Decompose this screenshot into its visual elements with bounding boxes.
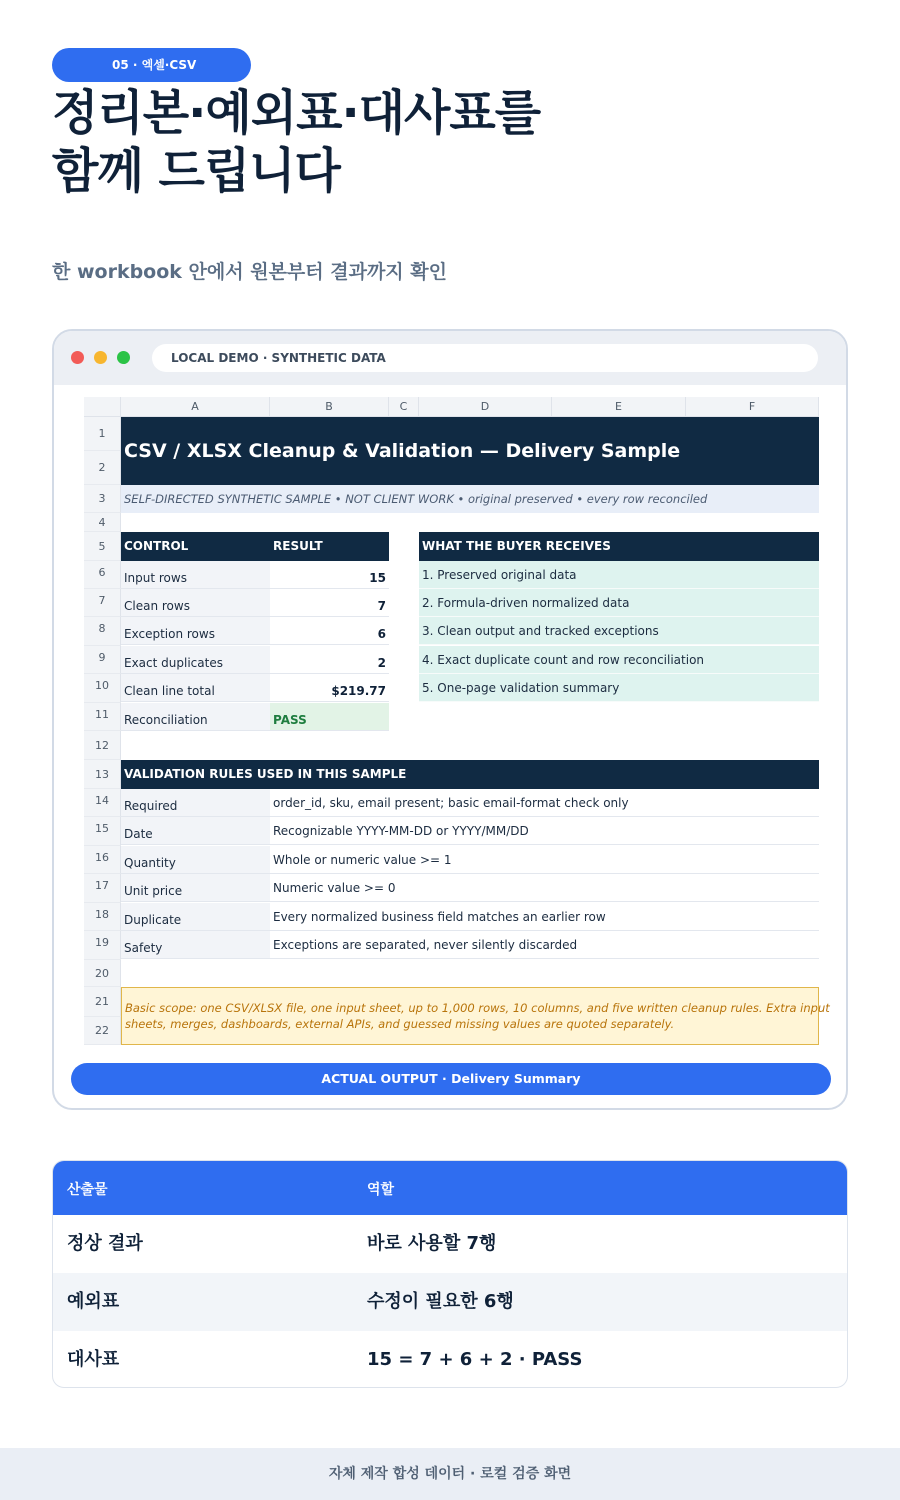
deliverables-table [52, 1160, 848, 1388]
page-subtitle: 한 workbook 안에서 원본부터 결과까지 확인 [52, 261, 447, 283]
column-header-d[interactable]: D [419, 397, 552, 417]
row-header[interactable]: 3 [84, 485, 121, 513]
row-header[interactable]: 14 [84, 789, 121, 817]
control-label-cell[interactable]: Reconciliation [121, 703, 270, 731]
scope-note-line-1: Basic scope: one CSV/XLSX file, one input sheet, up to 1,000 rows, 10 columns, and five written cleanup rules. Extra input [125, 1001, 830, 1015]
control-value-cell[interactable]: 15 [270, 561, 389, 589]
control-value-cell[interactable]: 7 [270, 589, 389, 617]
column-header-role: 역할 [367, 1182, 395, 1198]
sheet-subtitle-cell[interactable]: SELF-DIRECTED SYNTHETIC SAMPLE • NOT CLIENT WORK • original preserved • every row reconciled [121, 485, 819, 513]
spreadsheet [84, 397, 830, 1047]
row-header[interactable]: 7 [84, 589, 121, 617]
buyer-item-cell[interactable]: 2. Formula-driven normalized data [419, 589, 819, 617]
row-header[interactable]: 11 [84, 703, 121, 731]
select-all-corner[interactable] [84, 397, 121, 417]
row-header[interactable]: 21 [84, 987, 121, 1017]
row-header[interactable]: 5 [84, 532, 121, 561]
page-title [52, 84, 540, 200]
rule-text-cell[interactable]: Recognizable YYYY-MM-DD or YYYY/MM/DD [270, 817, 819, 845]
row-header[interactable]: 19 [84, 931, 121, 960]
deliverable-cell: 대사표 [67, 1349, 120, 1370]
section-tag: 05 · 엑셀·CSV [52, 48, 251, 82]
deliverable-cell: 정상 결과 [67, 1233, 143, 1254]
actual-output-label: ACTUAL OUTPUT · Delivery Summary [71, 1063, 831, 1095]
deliverable-cell: 예외표 [67, 1291, 120, 1312]
result-header-cell[interactable]: RESULT [270, 532, 389, 561]
row-header[interactable]: 17 [84, 874, 121, 903]
minimize-window-icon[interactable] [94, 351, 107, 364]
control-label-cell[interactable]: Exception rows [121, 617, 270, 645]
buyer-item-cell[interactable]: 4. Exact duplicate count and row reconciliation [419, 646, 819, 674]
buyer-item-cell[interactable]: 5. One-page validation summary [419, 674, 819, 702]
table-header-row [53, 1161, 847, 1215]
table-row [53, 1331, 847, 1388]
column-header-b[interactable]: B [270, 397, 389, 417]
row-header[interactable]: 2 [84, 451, 121, 485]
rule-text-cell[interactable]: Exceptions are separated, never silently discarded [270, 931, 819, 959]
row-header[interactable]: 16 [84, 846, 121, 874]
table-row [53, 1273, 847, 1331]
row-header[interactable]: 10 [84, 674, 121, 703]
row-header[interactable]: 22 [84, 1017, 121, 1045]
page-title-line-2: 함께 드립니다 [52, 143, 340, 199]
window-titlebar [54, 331, 846, 385]
control-label-cell[interactable]: Clean rows [121, 589, 270, 617]
role-cell: 15 = 7 + 6 + 2 · PASS [367, 1349, 583, 1370]
row-header[interactable]: 4 [84, 513, 121, 532]
table-row [53, 1215, 847, 1273]
buyer-item-cell[interactable]: 3. Clean output and tracked exceptions [419, 617, 819, 645]
buyer-receives-header-cell[interactable]: WHAT THE BUYER RECEIVES [419, 532, 819, 561]
scope-note-cell[interactable] [121, 987, 830, 1045]
control-label-cell[interactable]: Exact duplicates [121, 646, 270, 674]
role-cell: 바로 사용할 7행 [367, 1233, 497, 1254]
column-header-a[interactable]: A [121, 397, 270, 417]
column-header-e[interactable]: E [552, 397, 686, 417]
column-header-f[interactable]: F [686, 397, 819, 417]
rule-text-cell[interactable]: Whole or numeric value >= 1 [270, 846, 819, 874]
control-label-cell[interactable]: Input rows [121, 561, 270, 589]
buyer-item-cell[interactable]: 1. Preserved original data [419, 561, 819, 589]
column-header-c[interactable]: C [389, 397, 419, 417]
maximize-window-icon[interactable] [117, 351, 130, 364]
rule-text-cell[interactable]: Numeric value >= 0 [270, 874, 819, 902]
page-footer: 자체 제작 합성 데이터 · 로컬 검증 화면 [0, 1448, 900, 1500]
rule-label-cell[interactable]: Unit price [121, 874, 270, 902]
validation-rules-header-cell[interactable]: VALIDATION RULES USED IN THIS SAMPLE [121, 760, 819, 789]
scope-note-line-2: sheets, merges, dashboards, external APIs, and guessed missing values are quoted separately. [125, 1017, 675, 1031]
row-header[interactable]: 18 [84, 903, 121, 931]
rule-text-cell[interactable]: order_id, sku, email present; basic email-format check only [270, 789, 819, 817]
rule-label-cell[interactable]: Duplicate [121, 903, 270, 931]
sheet-title-cell[interactable]: CSV / XLSX Cleanup & Validation — Delivery Sample [121, 417, 819, 485]
reconciliation-status-cell[interactable]: PASS [270, 703, 389, 731]
row-header[interactable]: 12 [84, 731, 121, 760]
address-bar[interactable]: LOCAL DEMO · SYNTHETIC DATA [152, 344, 818, 372]
page-title-line-1: 정리본·예외표·대사표를 [52, 85, 541, 141]
row-header[interactable]: 8 [84, 617, 121, 646]
rule-text-cell[interactable]: Every normalized business field matches an earlier row [270, 903, 819, 931]
demo-window [52, 329, 848, 1110]
row-header[interactable]: 20 [84, 960, 121, 987]
row-header[interactable]: 15 [84, 817, 121, 846]
column-header-deliverable: 산출물 [67, 1182, 108, 1198]
row-header[interactable]: 6 [84, 561, 121, 589]
row-header[interactable]: 1 [84, 417, 121, 451]
control-value-cell[interactable]: $219.77 [270, 674, 389, 702]
control-value-cell[interactable]: 6 [270, 617, 389, 645]
row-header[interactable]: 9 [84, 646, 121, 674]
rule-label-cell[interactable]: Quantity [121, 846, 270, 874]
rule-label-cell[interactable]: Date [121, 817, 270, 845]
control-label-cell[interactable]: Clean line total [121, 674, 270, 702]
role-cell: 수정이 필요한 6행 [367, 1291, 514, 1312]
control-header-cell[interactable]: CONTROL [121, 532, 270, 561]
rule-label-cell[interactable]: Required [121, 789, 270, 817]
rule-label-cell[interactable]: Safety [121, 931, 270, 959]
control-value-cell[interactable]: 2 [270, 646, 389, 674]
close-window-icon[interactable] [71, 351, 84, 364]
row-header[interactable]: 13 [84, 760, 121, 789]
